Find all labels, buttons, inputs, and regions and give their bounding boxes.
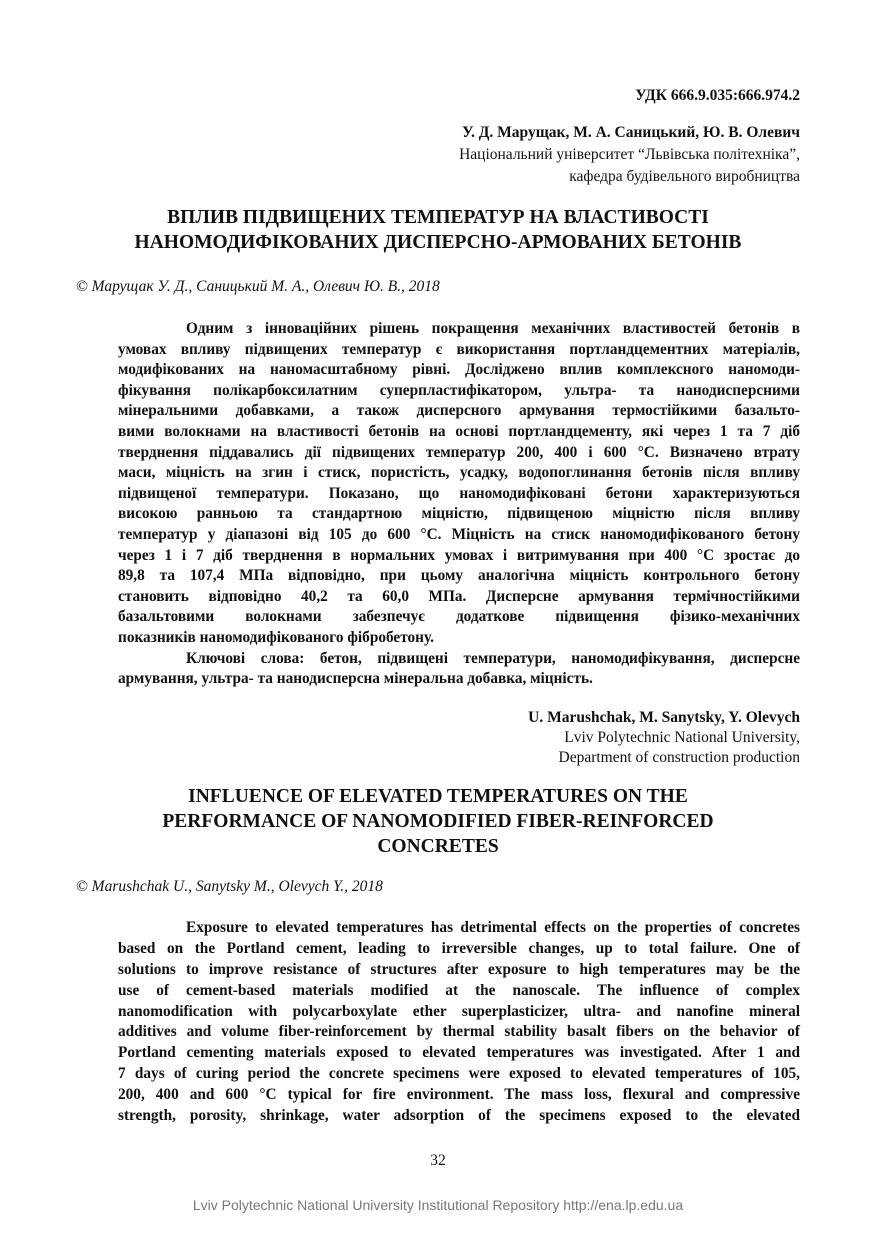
abstract-ua-line: умовах впливу підвищених температур є використання портландцементних матеріалів, bbox=[118, 340, 800, 358]
abstract-ua-line: фікування полікарбоксилатним суперпластифікатором, ультра- та нанодисперсними bbox=[118, 381, 800, 399]
page-number: 32 bbox=[430, 1152, 446, 1169]
abstract-en-line: additives and volume fiber-reinforcement by thermal stability basalt fibers on the behavior of bbox=[118, 1023, 800, 1041]
abstract-en-line: strength, porosity, shrinkage, water adsorption of the specimens exposed to the elevated bbox=[118, 1107, 800, 1125]
copyright-ua: © Марущак У. Д., Саницький М. А., Олевич Ю. В., 2018 bbox=[76, 278, 440, 295]
abstract-ua-line: високою ранньою та стандартною міцністю, підвищеною міцністю після впливу bbox=[118, 505, 800, 523]
abstract-ua-line: мінеральними добавками, а також дисперсного армування термостійкими базальто- bbox=[118, 402, 800, 420]
keywords-ua-line: Ключові слова: бетон, підвищені температури, наномодифікування, дисперсне bbox=[186, 649, 800, 667]
title-en-line: INFLUENCE OF ELEVATED TEMPERATURES ON THE bbox=[188, 786, 688, 807]
abstract-ua-line: модифікованих на наномасштабному рівні. Досліджено вплив комплексного наномоди- bbox=[118, 361, 800, 379]
abstract-ua-line: через 1 і 7 діб тверднення в нормальних умовах і витримування при 400 °С зростає до bbox=[118, 546, 800, 564]
abstract-ua-line: тверднення піддавались дії підвищених температур 200, 400 і 600 °С. Визначено втрату bbox=[118, 443, 800, 461]
keywords-ua bbox=[118, 649, 800, 690]
title-en bbox=[80, 784, 796, 859]
abstract-en-line: use of cement-based materials modified at the nanoscale. The influence of complex bbox=[118, 981, 800, 999]
abstract-ua-line: базальтовими волокнами забезпечує додаткове підвищення фізико-механічних bbox=[118, 608, 800, 626]
abstract-ua-line: вими волокнами на властивості бетонів на основі портландцементу, які через 1 та 7 діб bbox=[118, 422, 800, 440]
title-ua-line: ВПЛИВ ПІДВИЩЕНИХ ТЕМПЕРАТУР НА ВЛАСТИВОСТІ bbox=[167, 207, 709, 228]
title-ua bbox=[80, 205, 796, 255]
authors-en: U. Marushchak, M. Sanytsky, Y. Olevych bbox=[528, 709, 800, 726]
abstract-en-line: solutions to improve resistance of structures after exposure to high temperatures may be the bbox=[118, 960, 800, 978]
abstract-en-line: nanomodification with polycarboxylate ether superplasticizer, ultra- and nanofine mineral bbox=[118, 1002, 800, 1020]
abstract-ua-line: маси, міцність на згин і стиск, пористість, усадку, водопоглинання бетонів після впливу bbox=[118, 464, 800, 482]
affiliation-ua-line: кафедра будівельного виробництва bbox=[569, 168, 800, 185]
abstract-ua-line: Одним з інноваційних рішень покращення механічних властивостей бетонів в bbox=[186, 320, 800, 337]
copyright-en: © Marushchak U., Sanytsky M., Olevych Y., 2018 bbox=[76, 878, 383, 895]
abstract-ua-line: показників наномодифікованого фібробетону. bbox=[118, 628, 434, 646]
keywords-ua-line: армування, ультра- та нанодисперсна мінеральна добавка, міцність. bbox=[118, 670, 593, 688]
udc-code: УДК 666.9.035:666.974.2 bbox=[635, 87, 800, 104]
abstract-en-line: 7 days of curing period the concrete specimens were exposed to elevated temperatures of 105, bbox=[118, 1065, 800, 1083]
abstract-en-line: Portland cementing materials exposed to elevated temperatures was investigated. After 1 and bbox=[118, 1044, 800, 1062]
affiliation-en-line: Department of construction production bbox=[558, 749, 800, 766]
abstract-ua-line: становить відповідно 40,2 та 60,0 МПа. Дисперсне армування термічностійкими bbox=[118, 587, 800, 605]
title-en-line: CONCRETES bbox=[377, 836, 499, 857]
abstract-en-line: based on the Portland cement, leading to irreversible changes, up to total failure. One of bbox=[118, 939, 800, 957]
authors-ua: У. Д. Марущак, М. А. Саницький, Ю. В. Олевич bbox=[462, 124, 800, 141]
abstract-ua bbox=[118, 319, 800, 690]
affiliation-ua-line: Національний університет “Львівська політехніка”, bbox=[459, 146, 800, 163]
abstract-ua-line: 89,8 та 107,4 МПа відповідно, при цьому аналогічна міцність контрольного бетону bbox=[118, 567, 800, 585]
title-en-line: PERFORMANCE OF NANOMODIFIED FIBER-REINFORCED bbox=[162, 811, 714, 832]
affiliation-en-line: Lviv Polytechnic National University, bbox=[564, 729, 800, 746]
abstract-ua-line: температур у діапазоні від 105 до 600 °С. Міцність на стиск наномодифікованого бетону bbox=[118, 525, 800, 543]
abstract-en-line: Exposure to elevated temperatures has detrimental effects on the properties of concretes bbox=[186, 919, 800, 936]
abstract-en bbox=[118, 918, 800, 1127]
abstract-ua-line: підвищеної температури. Показано, що наномодифіковані бетони характеризуються bbox=[118, 484, 800, 502]
repository-footer: Lviv Polytechnic National University Institutional Repository http://ena.lp.edu.ua bbox=[192, 1197, 684, 1213]
title-ua-line: НАНОМОДИФІКОВАНИХ ДИСПЕРСНО-АРМОВАНИХ БЕТОНІВ bbox=[134, 232, 742, 253]
abstract-en-line: 200, 400 and 600 °C typical for fire environment. The mass loss, flexural and compressive bbox=[118, 1086, 800, 1104]
